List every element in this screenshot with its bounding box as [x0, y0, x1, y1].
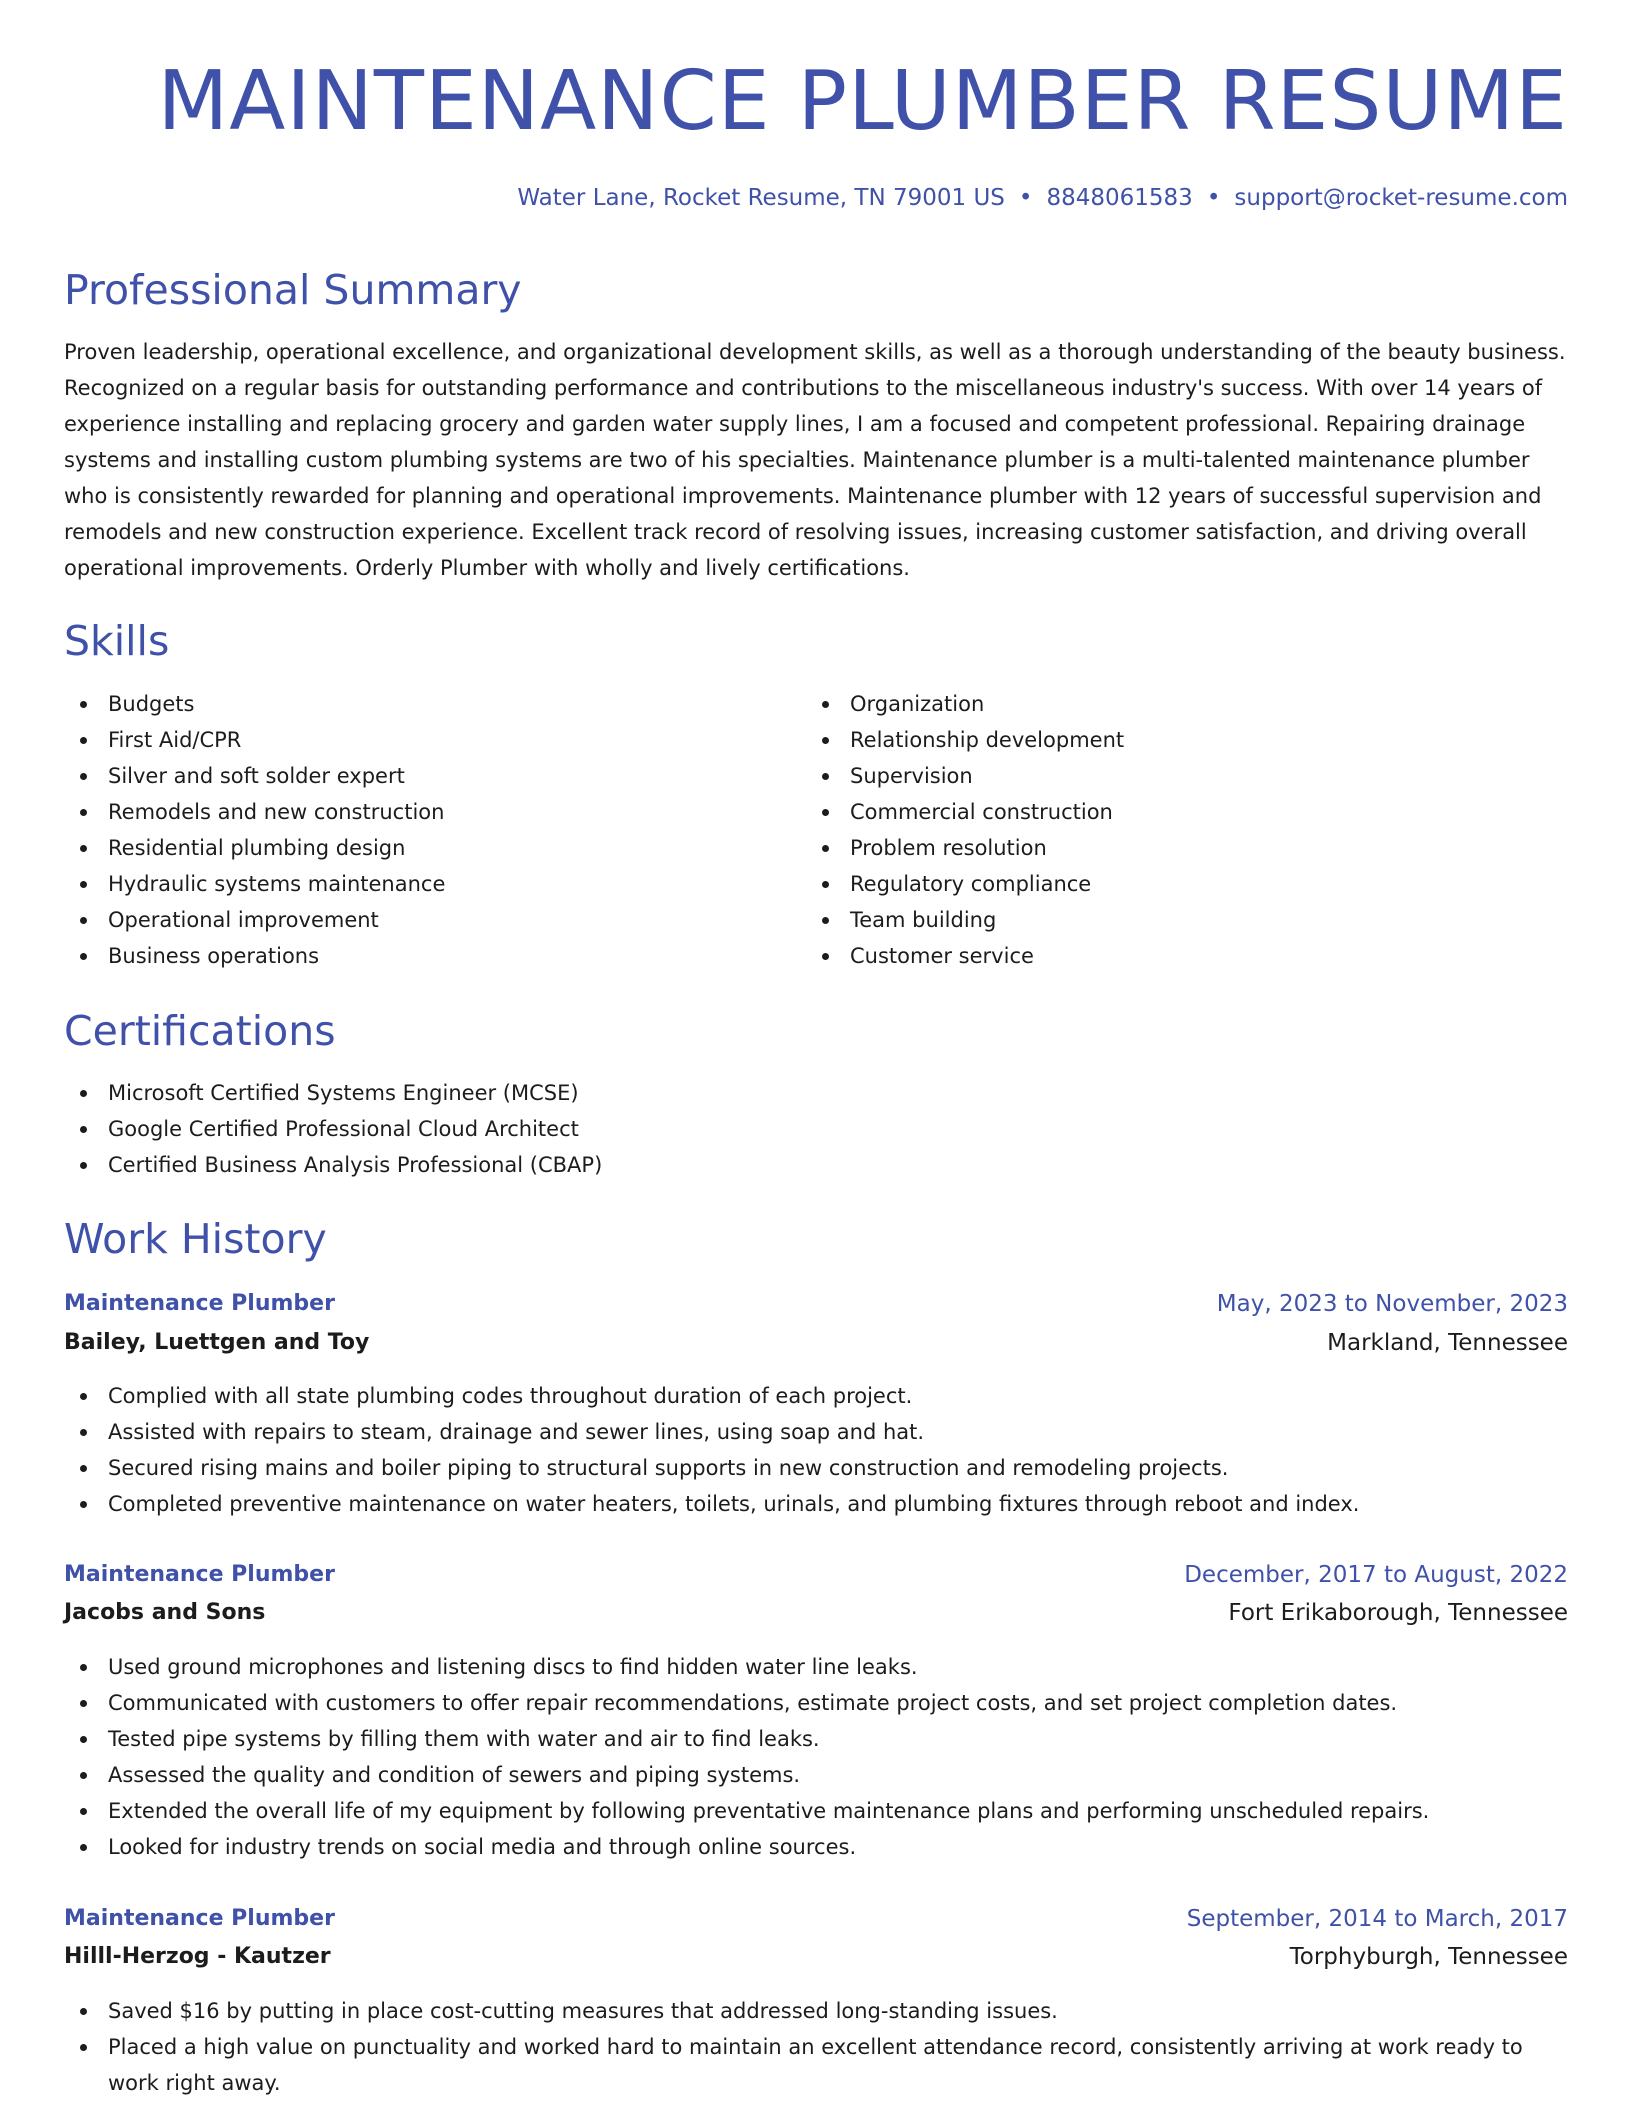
- job-location: Torphyburgh, Tennessee: [1289, 1944, 1568, 1970]
- list-item: Placed a high value on punctuality and worked hard to maintain an excellent attendance record, consistently arriving at work ready to work right away.: [64, 2029, 1568, 2101]
- list-item: Used ground microphones and listening discs to find hidden water line leaks.: [64, 1649, 1429, 1685]
- job-header: [64, 1284, 1568, 1324]
- list-item: Supervision: [806, 758, 1124, 794]
- job-location: Fort Erikaborough, Tennessee: [1228, 1600, 1568, 1626]
- job-title: Maintenance Plumber: [64, 1291, 335, 1316]
- list-item: Certified Business Analysis Professional (CBAP): [64, 1147, 602, 1183]
- job-location: Markland, Tennessee: [1327, 1330, 1568, 1356]
- summary-text: Proven leadership, operational excellence, and organizational development skills, as well as a thorough understanding of the beauty business. Recognized on a regular basis for outstanding performance and contributions to the miscellaneous industry's success. With over 14 years of experience installing and replacing grocery and garden water supply lines, I am a focused and competent professional. Repairing drainage systems and installing custom plumbing systems are two of his specialties. Maintenance plumber is a multi-talented maintenance plumber who is consistently rewarded for planning and operational improvements. Maintenance plumber with 12 years of successful supervision and remodels and new construction experience. Excellent track record of resolving issues, increasing customer satisfaction, and driving overall operational improvements. Orderly Plumber with wholly and lively certifications.: [64, 340, 1566, 580]
- resume-page: [64, 0, 1568, 2112]
- list-item: Saved $16 by putting in place cost-cutting measures that addressed long-standing issues.: [64, 1993, 1568, 2029]
- contact-address: Water Lane, Rocket Resume, TN 79001 US: [517, 185, 1005, 211]
- job-subheader: [64, 1593, 1568, 1633]
- list-item: Operational improvement: [64, 902, 445, 938]
- list-item: Extended the overall life of my equipment by following preventative maintenance plans and performing unscheduled repairs.: [64, 1793, 1429, 1829]
- contact-separator: •: [1018, 185, 1033, 211]
- list-item: Looked for industry trends on social media and through online sources.: [64, 1829, 1429, 1865]
- list-item: Team building: [806, 902, 1124, 938]
- list-item: Residential plumbing design: [64, 830, 445, 866]
- list-item: Customer service: [806, 938, 1124, 974]
- list-item: Complied with all state plumbing codes throughout duration of each project.: [64, 1378, 1359, 1414]
- job-dates: May, 2023 to November, 2023: [1216, 1291, 1568, 1317]
- resume-name: MAINTENANCE PLUMBER RESUME: [157, 54, 1568, 149]
- skills-list-right: [806, 686, 1124, 974]
- job-header: [64, 1899, 1568, 1939]
- list-item: Secured rising mains and boiler piping to structural supports in new construction and remodeling projects.: [64, 1450, 1359, 1486]
- skills-list-left: [64, 686, 445, 974]
- list-item: Completed preventive maintenance on water heaters, toilets, urinals, and plumbing fixtures through reboot and index.: [64, 1486, 1359, 1522]
- job-company: Hilll-Herzog - Kautzer: [64, 1944, 331, 1969]
- list-item: Assisted with repairs to steam, drainage and sewer lines, using soap and hat.: [64, 1414, 1359, 1450]
- job-title: Maintenance Plumber: [64, 1562, 335, 1587]
- job-dates: September, 2014 to March, 2017: [1186, 1906, 1568, 1932]
- job-subheader: [64, 1937, 1568, 1977]
- certifications-heading: Certifications: [64, 1007, 336, 1055]
- job-company: Jacobs and Sons: [64, 1600, 266, 1625]
- list-item: Budgets: [64, 686, 445, 722]
- job-header: [64, 1555, 1568, 1595]
- job-bullets: [64, 1649, 1429, 1865]
- job-bullets: [64, 1378, 1359, 1522]
- list-item: Problem resolution: [806, 830, 1124, 866]
- list-item: Microsoft Certified Systems Engineer (MCSE): [64, 1075, 602, 1111]
- list-item: Remodels and new construction: [64, 794, 445, 830]
- list-item: Hydraulic systems maintenance: [64, 866, 445, 902]
- list-item: Silver and soft solder expert: [64, 758, 445, 794]
- list-item: Organization: [806, 686, 1124, 722]
- list-item: Google Certified Professional Cloud Architect: [64, 1111, 602, 1147]
- job-subheader: [64, 1323, 1568, 1363]
- contact-separator: •: [1206, 185, 1221, 211]
- summary-heading: Professional Summary: [64, 266, 522, 314]
- list-item: Regulatory compliance: [806, 866, 1124, 902]
- list-item: First Aid/CPR: [64, 722, 445, 758]
- contact-phone[interactable]: 8848061583: [1046, 185, 1193, 211]
- skills-heading: Skills: [64, 617, 170, 665]
- certifications-list: [64, 1075, 602, 1183]
- list-item: Commercial construction: [806, 794, 1124, 830]
- list-item: Tested pipe systems by filling them with water and air to find leaks.: [64, 1721, 1429, 1757]
- list-item: Assessed the quality and condition of sewers and piping systems.: [64, 1757, 1429, 1793]
- work-history-heading: Work History: [64, 1215, 327, 1263]
- job-bullets: [64, 1993, 1568, 2101]
- list-item: Communicated with customers to offer repair recommendations, estimate project costs, and set project completion dates.: [64, 1685, 1429, 1721]
- job-dates: December, 2017 to August, 2022: [1184, 1562, 1568, 1588]
- job-title: Maintenance Plumber: [64, 1906, 335, 1931]
- job-company: Bailey, Luettgen and Toy: [64, 1330, 370, 1355]
- contact-line: [517, 180, 1568, 216]
- list-item: Relationship development: [806, 722, 1124, 758]
- list-item: Business operations: [64, 938, 445, 974]
- contact-email[interactable]: support@rocket-resume.com: [1234, 185, 1568, 211]
